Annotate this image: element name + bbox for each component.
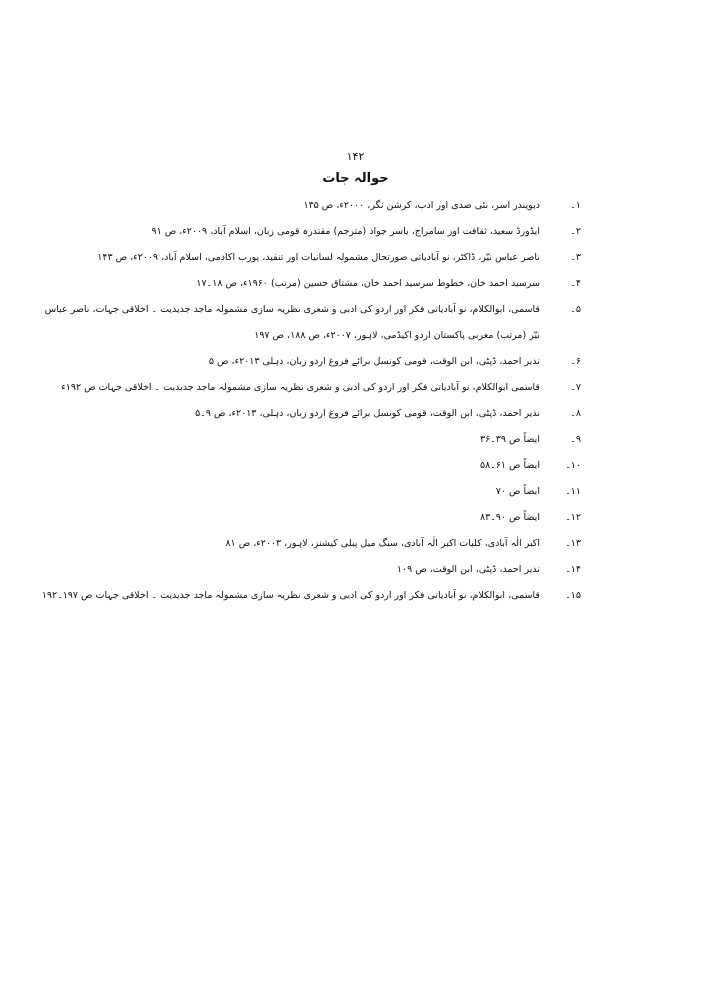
reference-number: ۴۔ bbox=[570, 278, 581, 289]
reference-item bbox=[41, 505, 581, 531]
reference-text: قاسمی ابوالکلام، نو آبادیاتی فکر اور اردو کی ادبی و شعری نظریہ سازی مشمولہ ماجد جدیدیت ۔ اخلاقی جہات ص ۱۹۲ء bbox=[61, 382, 540, 393]
reference-number: ۱۰۔ bbox=[565, 460, 581, 471]
reference-text: ناصر عباس نیّر، ڈاکٹر، نو آبادیاتی صورتحال مشمولہ لسانیات اور تنقید، پورب اکادمی، اسلام آباد، ۲۰۰۹ء، ص ۱۴۳ bbox=[97, 252, 540, 263]
reference-text: ایڈورڈ سعید، ثقافت اور سامراج، یاسر جواد (مترجم) مقتدرہ قومی زبان، اسلام آباد، ۲۰۰۹ء، ص ۹۱ bbox=[151, 226, 540, 237]
reference-text: دیویندر اسر، نئی صدی اور ادب، کرشن نگر، ۲۰۰۰ء، ص ۱۳۵ bbox=[303, 200, 540, 211]
reference-item bbox=[41, 193, 581, 219]
reference-text: نذیر احمد، ڈپٹی، ابن الوقت، قومی کونسل برائے فروغ اردو زبان، دہلی، ۲۰۱۳ء، ص ۹۔۵ bbox=[195, 408, 540, 419]
reference-number: ۱۳۔ bbox=[565, 538, 581, 549]
references-list bbox=[41, 193, 581, 609]
reference-number: ۵۔ bbox=[570, 304, 581, 315]
reference-item bbox=[41, 401, 581, 427]
reference-number: ۱۲۔ bbox=[565, 512, 581, 523]
reference-text: ایضاً ص ۶۱۔۵۸ bbox=[480, 460, 540, 471]
reference-item bbox=[41, 453, 581, 479]
reference-item bbox=[41, 479, 581, 505]
reference-item bbox=[41, 219, 581, 245]
reference-text: ایضاً ص ۳۹۔۳۶ bbox=[480, 434, 540, 445]
reference-number: ۱۵۔ bbox=[565, 590, 581, 601]
reference-item bbox=[41, 271, 581, 297]
reference-text: ایضاً ص ۷۰ bbox=[495, 486, 540, 497]
reference-number: ۱۴۔ bbox=[565, 564, 581, 575]
reference-number: ۹۔ bbox=[570, 434, 581, 445]
reference-item bbox=[41, 427, 581, 453]
reference-text: نذیر احمد، ڈپٹی، ابن الوقت، قومی کونسل برائے فروغ اردو زبان، دہلی ۲۰۱۳ء، ص ۵ bbox=[208, 356, 540, 367]
reference-number: ۱۱۔ bbox=[565, 486, 581, 497]
reference-text: نذیر احمد، ڈپٹی، ابن الوقت، ص ۱۰۹ bbox=[396, 564, 540, 575]
reference-item bbox=[41, 245, 581, 271]
reference-item bbox=[41, 375, 581, 401]
reference-number: ۲۔ bbox=[570, 226, 581, 237]
reference-text: قاسمی، ابوالکلام، نو آبادیاتی فکر اور اردو کی ادبی و شعری نظریہ سازی مشمولہ ماجد جدیدیت ۔ اخلاقی جہات ص ۱۹۷۔۱۹۲ bbox=[41, 590, 540, 601]
reference-number: ۸۔ bbox=[570, 408, 581, 419]
references-heading: حوالہ جات bbox=[322, 171, 389, 186]
page-number: ۱۴۲ bbox=[346, 150, 365, 163]
reference-number: ۳۔ bbox=[570, 252, 581, 263]
reference-number: ۷۔ bbox=[570, 382, 581, 393]
reference-text: اکبر الٰہ آبادی، کلیات اکبر الٰہ آبادی، سنگ میل پبلی کیشنز، لاہور، ۲۰۰۳ء، ص ۸۱ bbox=[225, 538, 540, 549]
reference-number: ۶۔ bbox=[570, 356, 581, 367]
reference-item bbox=[41, 297, 581, 349]
reference-item bbox=[41, 583, 581, 609]
reference-text: سرسید احمد خان، خطوط سرسید احمد خان، مشتاق حسین (مرتب) ۱۹۶۰ء، ص ۱۸۔۱۷ bbox=[196, 278, 540, 289]
reference-text: ایضاً ص ۹۰۔۸۳ bbox=[480, 512, 540, 523]
reference-item bbox=[41, 531, 581, 557]
reference-text: قاسمی، ابوالکلام، نو آبادیاتی فکر اور اردو کی ادبی و شعری نظریہ سازی مشمولہ ماجد جدیدیت ۔ اخلاقی جہات، ناصر عباس نیّر (مرتب) مغربی پاکستان اردو اکیڈمی، لاہور، ۲۰۰۷ء، ص ۱۸۸، ص ۱۹۷ bbox=[44, 304, 540, 341]
reference-item bbox=[41, 557, 581, 583]
reference-item bbox=[41, 349, 581, 375]
reference-number: ۱۔ bbox=[570, 200, 581, 211]
